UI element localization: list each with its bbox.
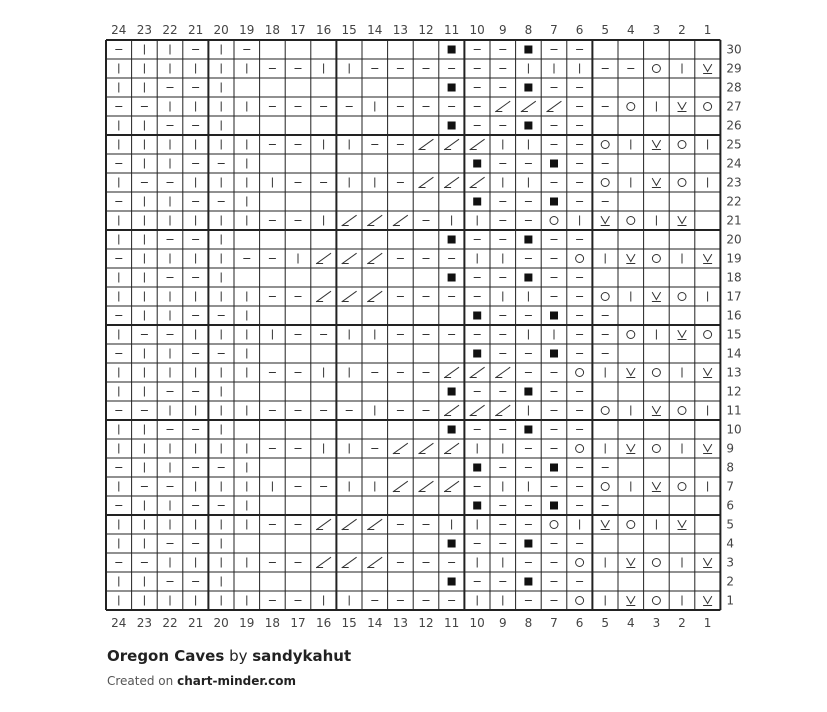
filled-square-stitch [550,350,558,358]
filled-square-stitch [448,122,456,130]
decrease-stitch [419,482,433,492]
pattern-title[interactable]: Oregon Caves [107,647,225,665]
yarn-over-stitch [576,597,584,605]
row-number: 5 [726,517,735,532]
yarn-over-stitch [576,559,584,567]
column-number-bottom: 6 [575,616,584,630]
column-number-bottom: 1 [703,616,712,630]
row-number: 19 [726,251,742,266]
decrease-stitch [445,368,459,378]
filled-square-stitch [448,426,456,434]
filled-square-stitch [448,84,456,92]
yarn-over-stitch [601,141,609,149]
pattern-title-line [107,647,351,665]
filled-square-stitch [473,198,481,206]
filled-square-stitch [448,46,456,54]
yarn-over-stitch [627,331,635,339]
column-number-bottom: 9 [498,616,507,630]
decrease-stitch [317,254,331,264]
slip-stitch [652,293,660,300]
created-on-text: Created on [107,674,174,688]
column-number-bottom: 18 [264,616,281,630]
filled-square-stitch [473,464,481,472]
slip-stitch [627,369,635,376]
row-number: 12 [726,384,742,399]
column-number-bottom: 15 [341,616,357,630]
column-number-top: 19 [239,23,255,37]
column-number-top: 20 [213,23,229,37]
column-number-top: 2 [678,23,686,37]
yarn-over-stitch [576,445,584,453]
yarn-over-stitch [678,141,686,149]
row-number: 24 [726,156,742,171]
decrease-stitch [317,292,331,302]
decrease-stitch [342,558,356,568]
filled-square-stitch [473,350,481,358]
decrease-stitch [445,482,459,492]
decrease-stitch [470,140,484,150]
filled-square-stitch [524,388,532,396]
row-number: 4 [726,536,735,551]
column-number-bottom: 17 [290,616,306,630]
column-number-top: 23 [136,23,153,37]
filled-square-stitch [448,578,456,586]
row-number: 16 [726,308,742,323]
column-number-top: 13 [392,23,409,37]
yarn-over-stitch [652,369,660,377]
yarn-over-stitch [704,103,712,111]
site-link[interactable]: chart-minder.com [177,674,296,688]
row-number: 20 [726,232,742,247]
column-number-top: 22 [162,23,178,37]
decrease-stitch [470,368,484,378]
filled-square-stitch [448,274,456,282]
yarn-over-stitch [601,407,609,415]
filled-square-stitch [524,426,532,434]
slip-stitch [704,369,712,376]
yarn-over-stitch [550,217,558,225]
yarn-over-stitch [601,483,609,491]
yarn-over-stitch [652,445,660,453]
slip-stitch [601,217,609,224]
column-number-top: 3 [652,23,661,37]
slip-stitch [704,559,712,566]
decrease-stitch [393,482,407,492]
yarn-over-stitch [704,331,712,339]
column-number-bottom: 7 [550,616,558,630]
filled-square-stitch [473,160,481,168]
yarn-over-stitch [576,369,584,377]
row-number: 25 [726,137,742,152]
row-number: 14 [726,346,742,361]
row-number: 27 [726,99,742,114]
decrease-stitch [419,444,433,454]
decrease-stitch [445,444,459,454]
row-number: 30 [726,42,742,57]
row-number: 29 [726,61,742,76]
yarn-over-stitch [601,293,609,301]
slip-stitch [678,217,686,224]
decrease-stitch [470,178,484,188]
column-number-bottom: 22 [162,616,178,630]
yarn-over-stitch [678,407,686,415]
column-number-top: 21 [187,23,204,37]
decrease-stitch [419,178,433,188]
decrease-stitch [496,368,510,378]
decrease-stitch [342,292,356,302]
filled-square-stitch [550,160,558,168]
row-number: 28 [726,80,742,95]
slip-stitch [704,597,712,604]
column-number-bottom: 11 [443,616,460,630]
row-number: 8 [726,460,735,475]
decrease-stitch [445,178,459,188]
column-number-bottom: 13 [392,616,409,630]
filled-square-stitch [524,84,532,92]
column-number-top: 12 [418,23,434,37]
row-number: 9 [726,441,735,456]
yarn-over-stitch [576,255,584,263]
decrease-stitch [496,102,510,112]
yarn-over-stitch [652,255,660,263]
column-number-bottom: 24 [111,616,127,630]
yarn-over-stitch [652,559,660,567]
yarn-over-stitch [627,103,635,111]
filled-square-stitch [524,578,532,586]
yarn-over-stitch [678,483,686,491]
filled-square-stitch [550,312,558,320]
column-number-top: 6 [575,23,584,37]
slip-stitch [678,103,686,110]
filled-square-stitch [550,198,558,206]
slip-stitch [627,559,635,566]
filled-square-stitch [524,122,532,130]
decrease-stitch [445,140,459,150]
column-number-bottom: 23 [136,616,153,630]
column-number-bottom: 20 [213,616,229,630]
slip-stitch [627,255,635,262]
column-number-bottom: 10 [469,616,485,630]
yarn-over-stitch [627,521,635,529]
decrease-stitch [393,444,407,454]
yarn-over-stitch [652,597,660,605]
row-number: 22 [726,194,742,209]
row-number: 11 [726,403,742,418]
created-on-line [107,674,296,688]
column-number-top: 18 [264,23,281,37]
decrease-stitch [393,216,407,226]
row-number: 15 [726,327,742,342]
row-number: 3 [726,555,735,570]
decrease-stitch [368,558,382,568]
column-number-top: 7 [550,23,558,37]
row-number: 18 [726,270,742,285]
row-number: 26 [726,118,742,133]
decrease-stitch [368,254,382,264]
decrease-stitch [470,406,484,416]
filled-square-stitch [473,502,481,510]
column-number-top: 24 [111,23,127,37]
decrease-stitch [368,520,382,530]
slip-stitch [652,407,660,414]
slip-stitch [678,521,686,528]
decrease-stitch [342,216,356,226]
filled-square-stitch [473,312,481,320]
filled-square-stitch [448,540,456,548]
column-number-bottom: 3 [652,616,661,630]
column-number-bottom: 12 [418,616,434,630]
filled-square-stitch [524,236,532,244]
yarn-over-stitch [627,217,635,225]
column-number-bottom: 4 [626,616,635,630]
decrease-stitch [547,102,561,112]
slip-stitch [627,445,635,452]
filled-square-stitch [524,274,532,282]
slip-stitch [627,597,635,604]
decrease-stitch [317,520,331,530]
column-number-bottom: 8 [524,616,533,630]
column-number-bottom: 14 [367,616,383,630]
filled-square-stitch [550,502,558,510]
yarn-over-stitch [550,521,558,529]
column-number-top: 15 [341,23,357,37]
row-number: 23 [726,175,742,190]
yarn-over-stitch [678,179,686,187]
row-number: 10 [726,422,742,437]
decrease-stitch [342,520,356,530]
column-number-top: 17 [290,23,306,37]
row-number: 2 [726,574,735,589]
slip-stitch [652,483,660,490]
column-number-top: 8 [524,23,533,37]
slip-stitch [601,521,609,528]
filled-square-stitch [524,540,532,548]
column-number-top: 9 [498,23,507,37]
pattern-author[interactable]: sandykahut [252,647,352,665]
decrease-stitch [419,140,433,150]
column-number-top: 1 [703,23,712,37]
decrease-stitch [368,216,382,226]
yarn-over-stitch [652,65,660,73]
slip-stitch [652,141,660,148]
column-number-bottom: 2 [678,616,686,630]
column-number-top: 14 [367,23,383,37]
row-number: 17 [726,289,742,304]
slip-stitch [678,331,686,338]
column-number-bottom: 21 [187,616,204,630]
column-number-bottom: 16 [315,616,332,630]
column-number-bottom: 5 [601,616,610,630]
filled-square-stitch [550,464,558,472]
column-number-top: 4 [626,23,635,37]
decrease-stitch [368,292,382,302]
row-number: 7 [726,479,735,494]
column-number-top: 5 [601,23,610,37]
row-number: 13 [726,365,742,380]
row-number: 21 [726,213,742,228]
filled-square-stitch [448,236,456,244]
decrease-stitch [445,406,459,416]
row-number: 1 [726,593,735,608]
slip-stitch [652,179,660,186]
by-word: by [229,647,248,665]
filled-square-stitch [524,46,532,54]
row-number: 6 [726,498,735,513]
column-number-top: 11 [443,23,460,37]
slip-stitch [704,445,712,452]
decrease-stitch [317,558,331,568]
slip-stitch [704,65,712,72]
decrease-stitch [521,102,535,112]
yarn-over-stitch [601,179,609,187]
column-number-top: 16 [315,23,332,37]
yarn-over-stitch [678,293,686,301]
column-number-top: 10 [469,23,485,37]
decrease-stitch [342,254,356,264]
column-number-bottom: 19 [239,616,255,630]
slip-stitch [704,255,712,262]
filled-square-stitch [448,388,456,396]
decrease-stitch [496,406,510,416]
